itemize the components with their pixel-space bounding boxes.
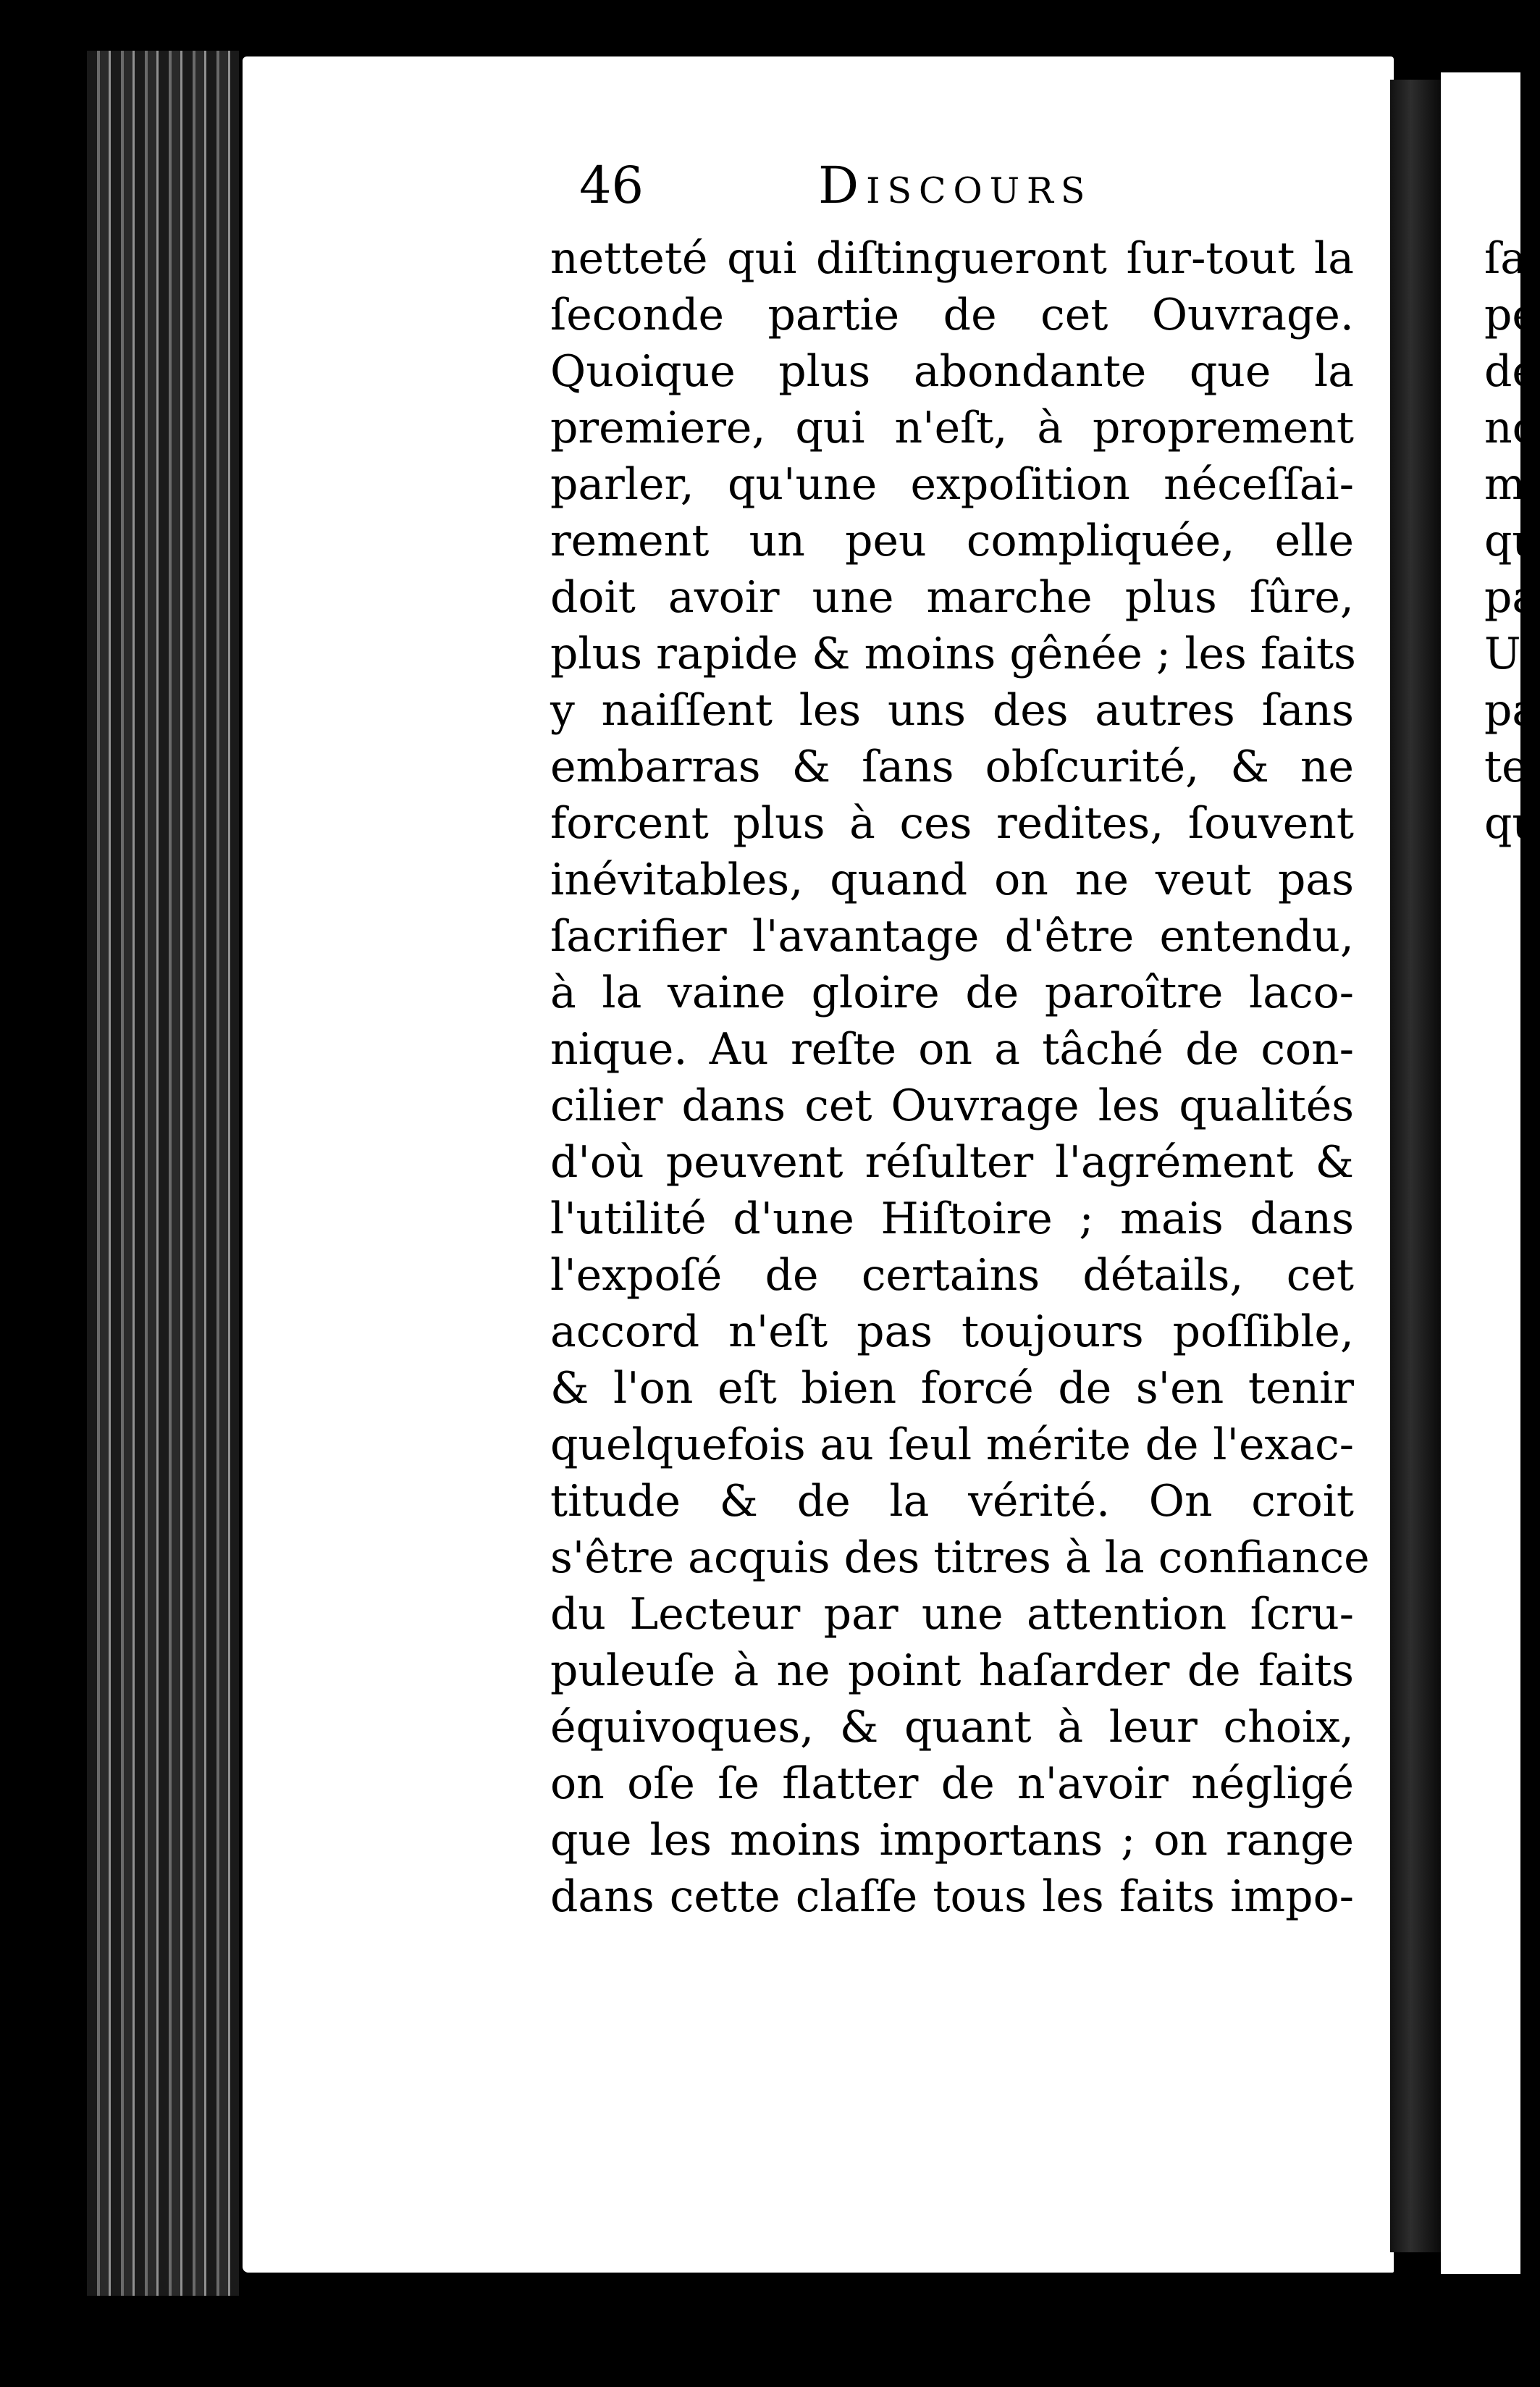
- facing-line: qu: [1484, 516, 1540, 566]
- facing-line: de: [1484, 346, 1538, 397]
- text-line: titude & de la vérité. On croit: [550, 1476, 1354, 1527]
- text-line: accord n'eſt pas toujours poſſible,: [550, 1306, 1354, 1357]
- text-line: & l'on eſt bien forcé de s'en tenir: [550, 1363, 1354, 1414]
- text-line: à la vaine gloire de paroître laco-: [550, 968, 1354, 1018]
- text-line: embarras & ſans obſcurité, & ne: [550, 742, 1354, 792]
- text-line: l'expoſé de certains détails, cet: [550, 1250, 1354, 1301]
- book-gutter: [1390, 80, 1441, 2252]
- text-line: premiere, qui n'eſt, à proprement: [550, 403, 1354, 453]
- page-header: [579, 156, 1144, 228]
- facing-line: te: [1484, 742, 1528, 792]
- text-line: inévitables, quand on ne veut pas: [550, 855, 1354, 905]
- text-line: que les moins importans ; on range: [550, 1815, 1354, 1866]
- text-line: nique. Au reſte on a tâché de con-: [550, 1024, 1354, 1075]
- text-line: parler, qu'une expoſition néceſſai-: [550, 459, 1354, 510]
- text-line: quelquefois au ſeul mérite de l'exac-: [550, 1419, 1354, 1470]
- facing-line: nc: [1484, 403, 1537, 453]
- text-line: l'utilité d'une Hiſtoire ; mais dans: [550, 1194, 1354, 1244]
- page-edges: [87, 51, 239, 2296]
- page-number: 46: [579, 156, 644, 215]
- facing-line: m: [1484, 459, 1526, 510]
- text-line: Quoique plus abondante que la: [550, 346, 1354, 397]
- text-line: puleuſe à ne point haſarder de faits: [550, 1645, 1354, 1696]
- facing-line: ſa: [1484, 233, 1526, 284]
- text-line: rement un peu compliquée, elle: [550, 516, 1354, 566]
- text-line: forcent plus à ces redites, ſouvent: [550, 798, 1354, 849]
- text-line: doit avoir une marche plus ſûre,: [550, 572, 1354, 623]
- facing-line: pa: [1484, 572, 1539, 623]
- text-line: netteté qui diſtingueront ſur-tout la: [550, 233, 1354, 284]
- text-line: équivoques, & quant à leur choix,: [550, 1702, 1354, 1753]
- body-text: [550, 230, 1370, 1925]
- text-line: ſeconde partie de cet Ouvrage.: [550, 290, 1354, 340]
- text-line: du Lecteur par une attention ſcru-: [550, 1589, 1354, 1640]
- facing-line: U: [1484, 629, 1521, 679]
- text-line: cilier dans cet Ouvrage les qualités: [550, 1081, 1354, 1131]
- text-line: on oſe ſe flatter de n'avoir négligé: [550, 1758, 1354, 1809]
- facing-page-text: [1484, 230, 1540, 852]
- text-line: s'être acquis des titres à la confiance: [550, 1532, 1370, 1583]
- text-line: d'où peuvent réſulter l'agrément &: [550, 1137, 1354, 1188]
- facing-line: qu: [1484, 798, 1540, 849]
- text-line: ſacrifier l'avantage d'être entendu,: [550, 911, 1354, 962]
- running-title: Discours: [818, 156, 1093, 215]
- facing-line: pa: [1484, 685, 1539, 736]
- text-line: y naiſſent les uns des autres ſans: [550, 685, 1354, 736]
- text-line: plus rapide & moins gênée ; les faits: [550, 629, 1356, 679]
- facing-line: pe: [1484, 290, 1538, 340]
- text-line: dans cette claſſe tous les faits impo-: [550, 1871, 1354, 1922]
